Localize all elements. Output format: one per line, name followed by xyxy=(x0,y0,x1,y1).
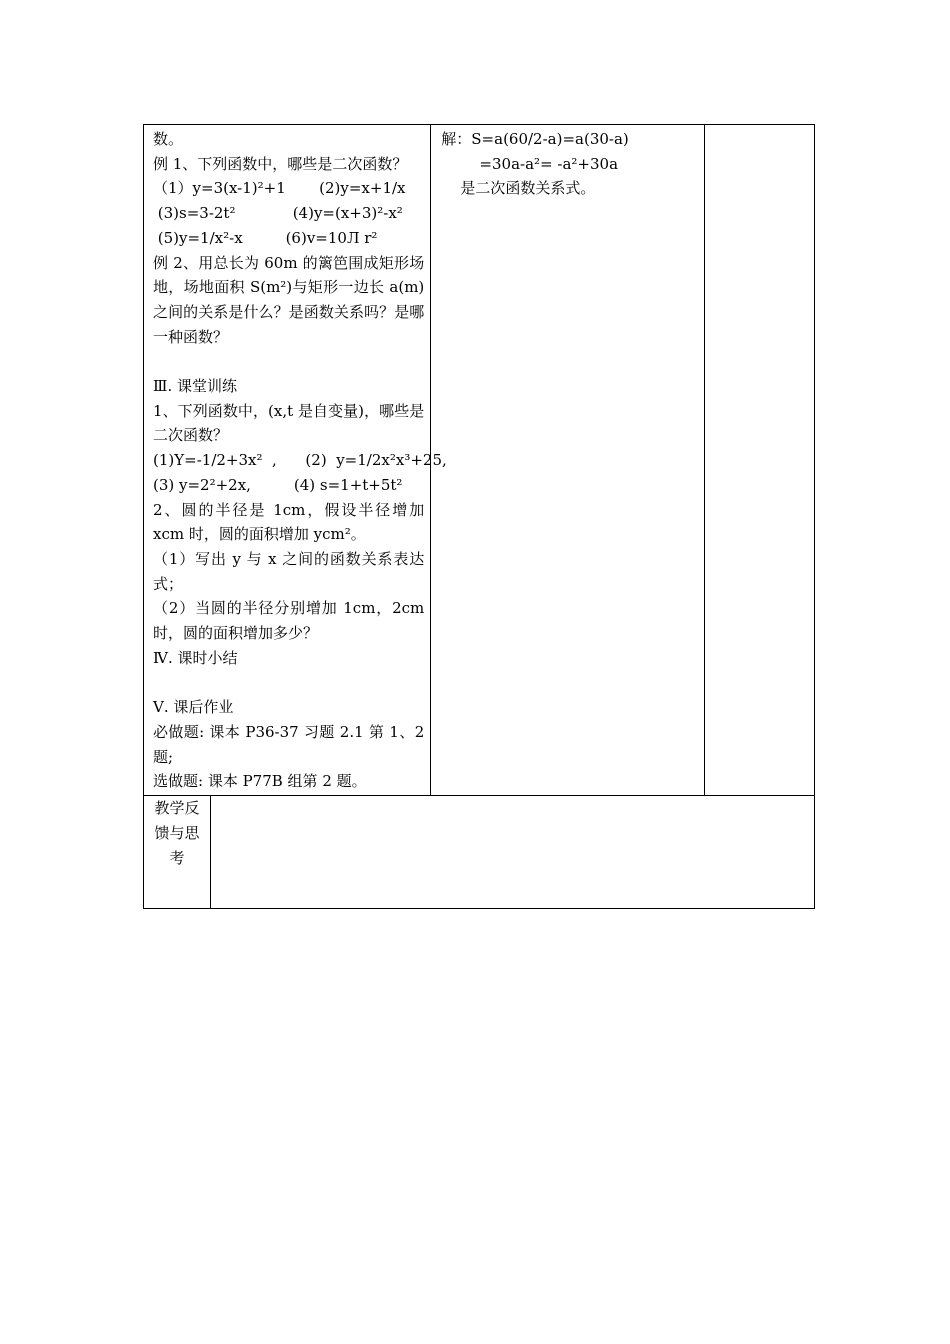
solution-line: 解：S=a(60/2-a)=a(30-a) xyxy=(441,130,629,148)
practice-1-item: (1)Y=-1/2+3x² , (2) y=1/2x²x³+25, xyxy=(153,451,447,470)
practice-2-question-2: （2）当圆的半径分别增加 1cm，2cm 时，圆的面积增加多少？ xyxy=(153,599,425,643)
practice-1-item: (3) y=2²+2x, (4) s=1+t+5t² xyxy=(153,475,403,494)
student-activity-cell xyxy=(431,125,704,796)
solution-line: 是二次函数关系式。 xyxy=(441,179,596,198)
homework-optional: 选做题: 课本 P77B 组第 2 题。 xyxy=(153,772,367,791)
example-1-item: (3)s=3-2t² (4)y=(x+3)²-x² xyxy=(153,204,403,223)
feedback-table xyxy=(144,796,814,908)
section-5-title: Ⅴ. 课后作业 xyxy=(153,698,234,717)
feedback-content xyxy=(211,796,815,908)
feedback-label xyxy=(144,796,211,908)
example-1-item: （1）y=3(x-1)²+1 (2)y=x+1/x xyxy=(153,179,406,198)
feedback-cell xyxy=(144,796,815,909)
feedback-label-line: 教学反 xyxy=(154,799,200,817)
blank-line xyxy=(153,670,424,695)
teaching-content-cell xyxy=(144,125,447,796)
text-line: 数。 xyxy=(153,130,184,148)
practice-2-text: 2、圆的半径是 1cm，假设半径增加 xcm 时，圆的面积增加 ycm²。 xyxy=(153,500,425,544)
example-1-item: (5)y=1/x²-x (6)v=10Л r² xyxy=(153,228,378,247)
feedback-label-line: 馈与思 xyxy=(154,824,200,842)
feedback-row xyxy=(144,796,815,909)
notes-cell xyxy=(704,125,815,796)
practice-1-text: 1、下列函数中，(x,t 是自变量)，哪些是二次函数？ xyxy=(153,401,425,445)
section-3-title: Ⅲ. 课堂训练 xyxy=(153,377,238,396)
example-1-title: 例 1、下列函数中，哪些是二次函数？ xyxy=(153,154,408,173)
section-4-title: Ⅳ. 课时小结 xyxy=(153,648,238,667)
content-row xyxy=(144,125,815,796)
example-2-text: 例 2、用总长为 60m 的篱笆围成矩形场地，场地面积 S(m²)与矩形一边长 a(m)之间的关系是什么？是函数关系吗？是哪一种函数？ xyxy=(153,253,425,346)
blank-line xyxy=(153,349,424,374)
feedback-label-line: 考 xyxy=(169,849,185,867)
practice-2-question-1: （1）写出 y 与 x 之间的函数关系表达式； xyxy=(153,549,425,593)
solution-line: =30a-a²= -a²+30a xyxy=(441,154,619,173)
lesson-plan-table xyxy=(143,124,815,909)
homework-required: 必做题: 课本 P36-37 习题 2.1 第 1、2 题; xyxy=(153,722,425,766)
